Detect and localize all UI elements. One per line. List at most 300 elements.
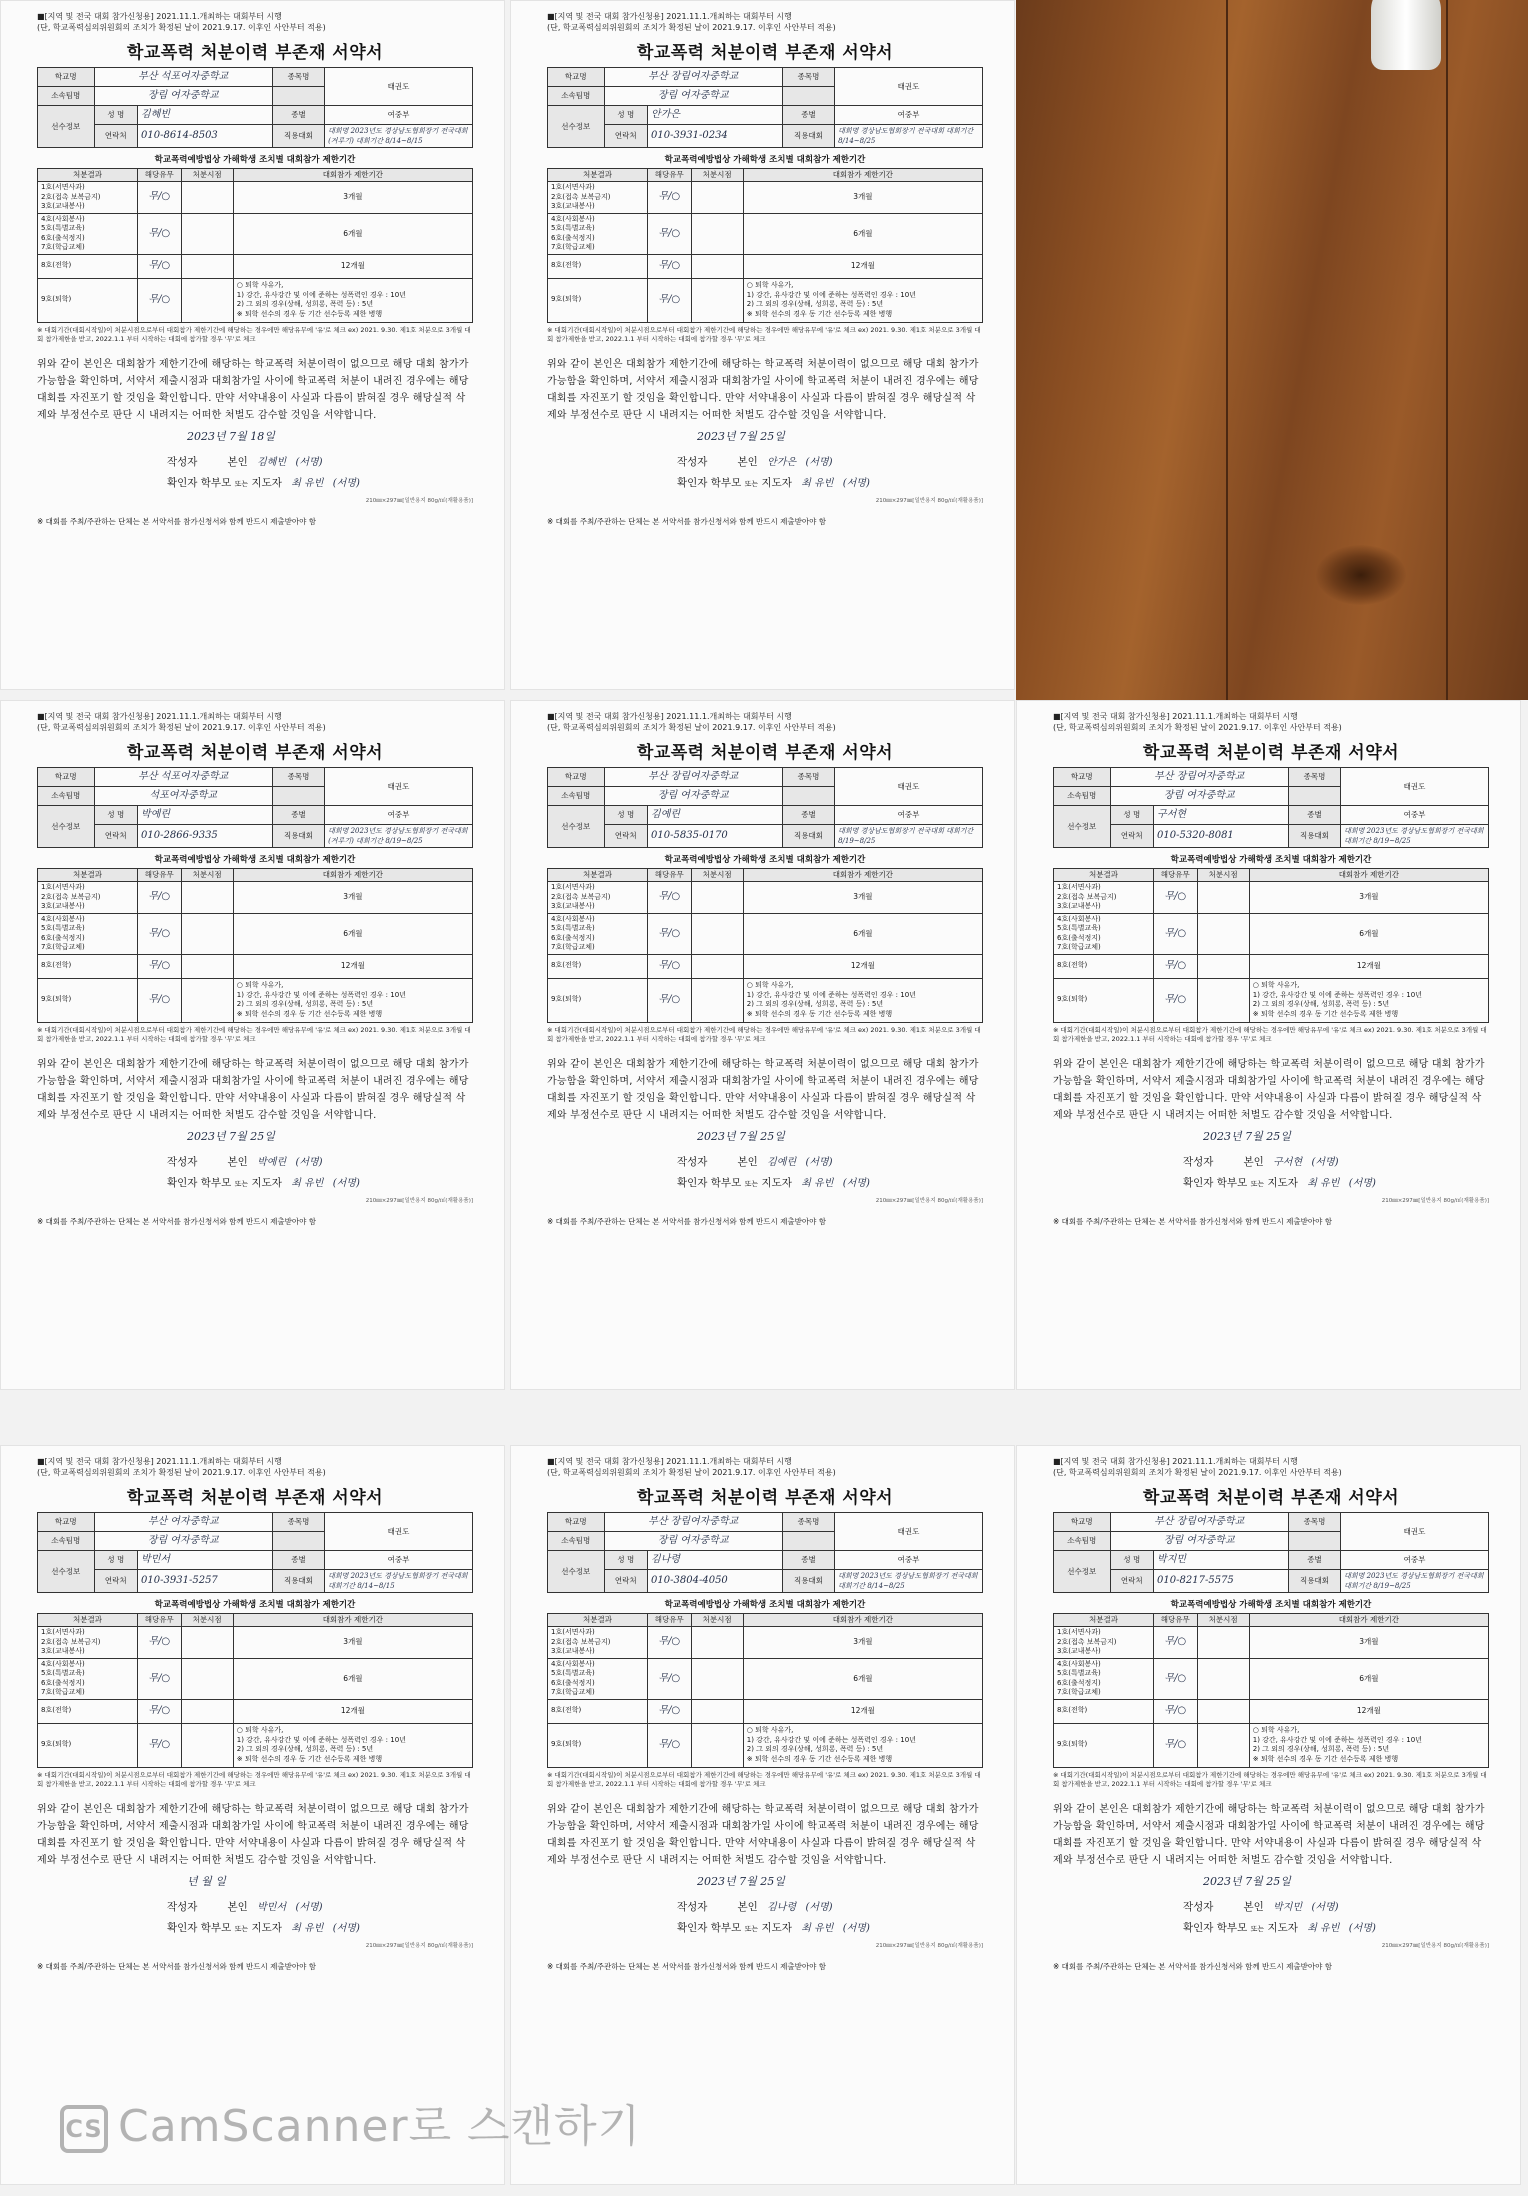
check-mark: 무/○ — [1164, 994, 1187, 1005]
limit-3-months: 3개월 — [743, 182, 982, 214]
penalty-table — [37, 168, 473, 323]
penalty-row-9: 9호(퇴학) — [548, 978, 648, 1022]
penalty-row-1-3: 1호(서면사과) 2호(접촉 보복금지) 3호(교내봉사) — [38, 1627, 138, 1659]
signing-date: 2023년 7월 25일 — [697, 1129, 785, 1143]
name-label: 성 명 — [94, 806, 138, 825]
limit-6-months: 6개월 — [233, 913, 472, 954]
competition-value: 대회명 경상남도협회장기 전국대회 대회기간 8/19~8/25 — [835, 825, 983, 848]
school-value: 부산 석포여자중학교 — [94, 68, 272, 87]
limit-expulsion: ○ 퇴학 사유가, 1) 강간, 유사강간 및 이에 준하는 성폭력인 경우 : 10년 2) 그 외의 경우(상해, 성희롱, 폭력 등) : 5년 ※ 퇴학 선수의 경우 동 기간 선수등록 제한 병행 — [233, 1723, 472, 1767]
limit-expulsion: ○ 퇴학 사유가, 1) 강간, 유사강간 및 이에 준하는 성폭력인 경우 : 10년 2) 그 외의 경우(상해, 성희롱, 폭력 등) : 5년 ※ 퇴학 선수의 경우 동 기간 선수등록 제한 병행 — [1249, 1723, 1488, 1767]
penalty-header: 대회참가 제한기간 — [1249, 869, 1488, 882]
penalty-row-4-7: 4호(사회봉사) 5호(특별교육) 6호(출석정지) 7호(학급교체) — [38, 213, 138, 254]
check-mark: 무/○ — [1164, 960, 1187, 971]
camscanner-watermark — [60, 2090, 641, 2154]
coach-name: 최 유빈 — [291, 477, 324, 489]
penalty-row-4-7: 4호(사회봉사) 5호(특별교육) 6호(출석정지) 7호(학급교체) — [38, 913, 138, 954]
penalty-row-1-3: 1호(서면사과) 2호(접촉 보복금지) 3호(교내봉사) — [1054, 1627, 1154, 1659]
form-header-line2: (단, 학교폭력심의위원회의 조치가 확정된 날이 2021.9.17. 이후인 사안부터 적용) — [547, 723, 836, 732]
contact-label: 연락처 — [604, 825, 648, 848]
competition-value: 대회명 2023년도 경상남도협회장기 전국대회 대회기간 8/19~8/25 — [1341, 1570, 1489, 1593]
table-note: ※ 대회기간(대회시작일)이 처분시점으로부터 대회참가 제한기간에 해당하는 경우에만 해당유무에 '유'로 체크 ex) 2021. 9.30. 제1호 처분으로 3개월 대회 참가제한을 받고, 2022.1.1 부터 시작하는 대회에 참가할 경우 '무'로 체크 — [547, 1770, 981, 1788]
check-mark: 무/○ — [658, 227, 681, 239]
confirmer-line: 확인자 학부모 또는 지도자 최 유빈 (서명) — [1183, 1921, 1376, 1934]
category-label: 종별 — [782, 806, 834, 825]
athlete-info-label: 선수정보 — [1054, 1551, 1111, 1593]
self-name: 안가은 — [767, 456, 797, 468]
name-value: 안가은 — [648, 106, 783, 125]
competition-label: 직용대회 — [782, 1570, 834, 1593]
school-value: 부산 여자중학교 — [94, 1513, 272, 1532]
category-label: 종별 — [782, 106, 834, 125]
form-footer-note: ※ 대회를 주최/주관하는 단체는 본 서약서를 참가신청서와 함께 반드시 제출받아야 함 — [37, 516, 316, 526]
paper-size-label: 210㎜×297㎜[일반용지 80g/㎡(재활용품)] — [875, 1942, 983, 1949]
self-name: 김혜빈 — [257, 456, 287, 468]
check-mark: 무/○ — [148, 1705, 171, 1716]
author-line: 작성자 본인 김예린 (서명) — [677, 1155, 833, 1168]
team-label: 소속팀명 — [548, 787, 605, 806]
signing-date: 2023년 7월 25일 — [1203, 1129, 1291, 1143]
contact-label: 연락처 — [94, 825, 138, 848]
school-label: 학교명 — [38, 1513, 95, 1532]
check-mark: 무/○ — [148, 260, 171, 271]
self-name: 김나령 — [767, 1901, 797, 1913]
limit-3-months: 3개월 — [1249, 1627, 1488, 1659]
contact-value: 010-5835-0170 — [648, 825, 783, 848]
school-value: 부산 석포여자중학교 — [94, 768, 272, 787]
penalty-header: 처분결과 — [38, 169, 138, 182]
event-value: 태권도 — [325, 768, 473, 806]
penalty-header: 해당유무 — [1154, 869, 1198, 882]
event-label: 종목명 — [782, 1513, 834, 1532]
penalty-row-1-3: 1호(서면사과) 2호(접촉 보복금지) 3호(교내봉사) — [38, 182, 138, 214]
penalty-header: 대회참가 제한기간 — [233, 869, 472, 882]
competition-value: 대회명 2023년도 경상남도협회장기 전국대회(겨루기) 대회기간 8/19~8/25 — [325, 825, 473, 848]
form-header-line1: ■[지역 및 전국 대회 참가신청용] 2021.11.1.개최하는 대회부터 시행 — [37, 1457, 282, 1466]
form-scan-cell — [1016, 1445, 1521, 2185]
limit-expulsion: ○ 퇴학 사유가, 1) 강간, 유사강간 및 이에 준하는 성폭력인 경우 : 10년 2) 그 외의 경우(상해, 성희롱, 폭력 등) : 5년 ※ 퇴학 선수의 경우 동 기간 선수등록 제한 병행 — [743, 1723, 982, 1767]
limit-3-months: 3개월 — [743, 1627, 982, 1659]
confirmer-line: 확인자 학부모 또는 지도자 최 유빈 (서명) — [677, 1176, 870, 1189]
check-mark: 무/○ — [148, 891, 171, 903]
athlete-info-label: 선수정보 — [38, 106, 95, 148]
contact-value: 010-2866-9335 — [138, 825, 273, 848]
signing-date: 2023년 7월 25일 — [697, 1874, 785, 1888]
school-value: 부산 장림여자중학교 — [1110, 768, 1288, 787]
name-value: 김예린 — [648, 806, 783, 825]
contact-value: 010-8217-5575 — [1154, 1570, 1289, 1593]
penalty-header: 처분시점 — [1197, 869, 1249, 882]
coach-signature: (서명) — [332, 1922, 360, 1934]
check-mark: 무/○ — [658, 927, 681, 939]
penalty-row-9: 9호(퇴학) — [1054, 1723, 1154, 1767]
competition-value: 대회명 경상남도협회장기 전국대회 대회기간 8/14~8/25 — [835, 125, 983, 148]
athlete-info-label: 선수정보 — [38, 806, 95, 848]
check-mark: 무/○ — [658, 260, 681, 271]
form-header-line1: ■[지역 및 전국 대회 참가신청용] 2021.11.1.개최하는 대회부터 시행 — [37, 712, 282, 721]
name-label: 성 명 — [604, 806, 648, 825]
penalty-row-4-7: 4호(사회봉사) 5호(특별교육) 6호(출석정지) 7호(학급교체) — [38, 1658, 138, 1699]
self-signature: (서명) — [805, 1901, 833, 1913]
limit-12-months: 12개월 — [743, 1699, 982, 1723]
self-name: 구서현 — [1273, 1156, 1303, 1168]
competition-label: 직용대회 — [272, 1570, 324, 1593]
form-header-line2: (단, 학교폭력심의위원회의 조치가 확정된 날이 2021.9.17. 이후인 사안부터 적용) — [547, 1468, 836, 1477]
pledge-form — [37, 711, 473, 1371]
penalty-header: 처분결과 — [1054, 869, 1154, 882]
penalty-row-1-3: 1호(서면사과) 2호(접촉 보복금지) 3호(교내봉사) — [548, 1627, 648, 1659]
check-mark: 무/○ — [148, 1672, 171, 1684]
pledge-form — [1053, 1456, 1489, 2116]
self-signature: (서명) — [805, 456, 833, 468]
athlete-info-table — [1053, 767, 1489, 848]
coach-name: 최 유빈 — [801, 1177, 834, 1189]
pledge-body-text: 위와 같이 본인은 대회참가 제한기간에 해당하는 학교폭력 처분이력이 없으므로 해당 대회 참가가 가능함을 확인하며, 서약서 제출시점과 대회참가일 사이에 학교폭력 처분이 내려진 경우에는 해당대회를 자진포기 할 것임을 확인합니다. 만약 서약내용이 사실과 다름이 밝혀질 경우 해당실적 삭제와 부정선수로 판단 시 내려지는 어떠한 처벌도 감수할 것임을 서약합니다. — [547, 358, 979, 421]
limit-6-months: 6개월 — [743, 913, 982, 954]
penalty-header: 해당유무 — [1154, 1614, 1198, 1627]
camscanner-logo-icon: CS — [60, 2105, 108, 2153]
category-value: 여중부 — [1341, 1551, 1489, 1570]
coach-name: 최 유빈 — [801, 1922, 834, 1934]
limit-6-months: 6개월 — [743, 1658, 982, 1699]
team-value: 장림 여자중학교 — [94, 87, 272, 106]
bottle-image — [1371, 0, 1441, 70]
school-value: 부산 장림여자중학교 — [604, 68, 782, 87]
check-mark: 무/○ — [658, 1705, 681, 1716]
form-title: 학교폭력 처분이력 부존재 서약서 — [1142, 1488, 1400, 1508]
coach-signature: (서명) — [842, 477, 870, 489]
confirmer-line: 확인자 학부모 또는 지도자 최 유빈 (서명) — [167, 476, 360, 489]
form-footer-note: ※ 대회를 주최/주관하는 단체는 본 서약서를 참가신청서와 함께 반드시 제출받아야 함 — [547, 1216, 826, 1226]
self-name: 박지민 — [1273, 1901, 1303, 1913]
athlete-info-table — [547, 1512, 983, 1593]
penalty-header: 해당유무 — [648, 169, 692, 182]
penalty-row-9: 9호(퇴학) — [548, 278, 648, 322]
check-mark: 무/○ — [658, 191, 681, 203]
event-value: 태권도 — [1341, 1513, 1489, 1551]
name-label: 성 명 — [604, 106, 648, 125]
limit-12-months: 12개월 — [743, 954, 982, 978]
signing-date: 2023년 7월 25일 — [187, 1129, 275, 1143]
team-label: 소속팀명 — [1054, 787, 1111, 806]
check-mark: 무/○ — [148, 294, 171, 305]
competition-value: 대회명 2023년도 경상남도협회장기 전국대회 대회기간 8/19~8/25 — [1341, 825, 1489, 848]
school-value: 부산 장림여자중학교 — [604, 768, 782, 787]
check-mark: 무/○ — [1164, 891, 1187, 903]
event-value: 태권도 — [835, 768, 983, 806]
form-scan-cell — [510, 700, 1015, 1390]
self-name: 박예린 — [257, 1156, 287, 1168]
penalty-header: 해당유무 — [138, 1614, 182, 1627]
pledge-form — [37, 1456, 473, 2116]
contact-value: 010-3804-4050 — [648, 1570, 783, 1593]
event-label: 종목명 — [272, 68, 324, 87]
school-value: 부산 장림여자중학교 — [604, 1513, 782, 1532]
check-mark: 무/○ — [658, 1672, 681, 1684]
form-scan-cell — [510, 1445, 1015, 2185]
pledge-form — [547, 711, 983, 1371]
penalty-row-4-7: 4호(사회봉사) 5호(특별교육) 6호(출석정지) 7호(학급교체) — [548, 1658, 648, 1699]
table-note: ※ 대회기간(대회시작일)이 처분시점으로부터 대회참가 제한기간에 해당하는 경우에만 해당유무에 '유'로 체크 ex) 2021. 9.30. 제1호 처분으로 3개월 대회 참가제한을 받고, 2022.1.1 부터 시작하는 대회에 참가할 경우 '무'로 체크 — [37, 1025, 471, 1043]
form-footer-note: ※ 대회를 주최/주관하는 단체는 본 서약서를 참가신청서와 함께 반드시 제출받아야 함 — [547, 516, 826, 526]
form-title: 학교폭력 처분이력 부존재 서약서 — [126, 43, 384, 63]
name-label: 성 명 — [94, 106, 138, 125]
penalty-header: 대회참가 제한기간 — [233, 169, 472, 182]
form-title: 학교폭력 처분이력 부존재 서약서 — [126, 743, 384, 763]
limit-6-months: 6개월 — [743, 213, 982, 254]
penalty-row-8: 8호(전학) — [1054, 954, 1154, 978]
contact-value: 010-3931-0234 — [648, 125, 783, 148]
penalty-table — [37, 1613, 473, 1768]
form-header-line2: (단, 학교폭력심의위원회의 조치가 확정된 날이 2021.9.17. 이후인 사안부터 적용) — [1053, 1468, 1342, 1477]
competition-value: 대회명 2023년도 경상남도협회장기 전국대회 대회기간 8/14~8/25 — [835, 1570, 983, 1593]
table-note: ※ 대회기간(대회시작일)이 처분시점으로부터 대회참가 제한기간에 해당하는 경우에만 해당유무에 '유'로 체크 ex) 2021. 9.30. 제1호 처분으로 3개월 대회 참가제한을 받고, 2022.1.1 부터 시작하는 대회에 참가할 경우 '무'로 체크 — [547, 1025, 981, 1043]
form-header-line2: (단, 학교폭력심의위원회의 조치가 확정된 날이 2021.9.17. 이후인 사안부터 적용) — [37, 723, 326, 732]
school-label: 학교명 — [548, 768, 605, 787]
self-signature: (서명) — [295, 456, 323, 468]
athlete-info-label: 선수정보 — [38, 1551, 95, 1593]
check-mark: 무/○ — [148, 191, 171, 203]
event-label: 종목명 — [782, 768, 834, 787]
limit-expulsion: ○ 퇴학 사유가, 1) 강간, 유사강간 및 이에 준하는 성폭력인 경우 : 10년 2) 그 외의 경우(상해, 성희롱, 폭력 등) : 5년 ※ 퇴학 선수의 경우 동 기간 선수등록 제한 병행 — [743, 978, 982, 1022]
category-label: 종별 — [272, 106, 324, 125]
event-value: 태권도 — [835, 68, 983, 106]
table-note: ※ 대회기간(대회시작일)이 처분시점으로부터 대회참가 제한기간에 해당하는 경우에만 해당유무에 '유'로 체크 ex) 2021. 9.30. 제1호 처분으로 3개월 대회 참가제한을 받고, 2022.1.1 부터 시작하는 대회에 참가할 경우 '무'로 체크 — [37, 1770, 471, 1788]
author-line: 작성자 본인 김혜빈 (서명) — [167, 455, 323, 468]
penalty-row-8: 8호(전학) — [548, 954, 648, 978]
penalty-header: 처분시점 — [691, 869, 743, 882]
category-label: 종별 — [782, 1551, 834, 1570]
contact-label: 연락처 — [94, 1570, 138, 1593]
table-note: ※ 대회기간(대회시작일)이 처분시점으로부터 대회참가 제한기간에 해당하는 경우에만 해당유무에 '유'로 체크 ex) 2021. 9.30. 제1호 처분으로 3개월 대회 참가제한을 받고, 2022.1.1 부터 시작하는 대회에 참가할 경우 '무'로 체크 — [37, 325, 471, 343]
penalty-header: 해당유무 — [648, 1614, 692, 1627]
name-label: 성 명 — [1110, 1551, 1154, 1570]
author-line: 작성자 본인 박예린 (서명) — [167, 1155, 323, 1168]
category-value: 여중부 — [325, 1551, 473, 1570]
penalty-header: 처분결과 — [548, 1614, 648, 1627]
limit-3-months: 3개월 — [743, 882, 982, 914]
athlete-info-table — [37, 67, 473, 148]
self-signature: (서명) — [1311, 1156, 1339, 1168]
penalty-header: 대회참가 제한기간 — [743, 1614, 982, 1627]
coach-signature: (서명) — [1348, 1922, 1376, 1934]
self-name: 박민서 — [257, 1901, 287, 1913]
self-signature: (서명) — [295, 1156, 323, 1168]
check-mark: 무/○ — [1164, 927, 1187, 939]
limit-3-months: 3개월 — [233, 882, 472, 914]
limit-expulsion: ○ 퇴학 사유가, 1) 강간, 유사강간 및 이에 준하는 성폭력인 경우 : 10년 2) 그 외의 경우(상해, 성희롱, 폭력 등) : 5년 ※ 퇴학 선수의 경우 동 기간 선수등록 제한 병행 — [233, 978, 472, 1022]
confirmer-line: 확인자 학부모 또는 지도자 최 유빈 (서명) — [677, 476, 870, 489]
penalty-table — [547, 168, 983, 323]
penalty-row-8: 8호(전학) — [1054, 1699, 1154, 1723]
form-title: 학교폭력 처분이력 부존재 서약서 — [1142, 743, 1400, 763]
penalty-section-title: 학교폭력예방법상 가해학생 조치별 대회참가 제한기간 — [154, 855, 356, 865]
form-title: 학교폭력 처분이력 부존재 서약서 — [126, 1488, 384, 1508]
penalty-row-9: 9호(퇴학) — [548, 1723, 648, 1767]
event-value: 태권도 — [835, 1513, 983, 1551]
athlete-info-table — [37, 1512, 473, 1593]
penalty-row-8: 8호(전학) — [38, 1699, 138, 1723]
penalty-table — [37, 868, 473, 1023]
team-value: 장림 여자중학교 — [94, 1532, 272, 1551]
check-mark: 무/○ — [148, 927, 171, 939]
event-value: 태권도 — [325, 1513, 473, 1551]
competition-label: 직용대회 — [782, 125, 834, 148]
penalty-header: 처분시점 — [691, 1614, 743, 1627]
penalty-row-8: 8호(전학) — [548, 254, 648, 278]
penalty-header: 처분시점 — [181, 1614, 233, 1627]
check-mark: 무/○ — [658, 960, 681, 971]
contact-label: 연락처 — [94, 125, 138, 148]
penalty-section-title: 학교폭력예방법상 가해학생 조치별 대회참가 제한기간 — [1170, 855, 1372, 865]
paper-size-label: 210㎜×297㎜[일반용지 80g/㎡(재활용품)] — [365, 1942, 473, 1949]
form-scan-cell — [0, 0, 505, 690]
author-line: 작성자 본인 박민서 (서명) — [167, 1900, 323, 1913]
limit-3-months: 3개월 — [233, 182, 472, 214]
form-header-line2: (단, 학교폭력심의위원회의 조치가 확정된 날이 2021.9.17. 이후인 사안부터 적용) — [37, 1468, 326, 1477]
author-line: 작성자 본인 박지민 (서명) — [1183, 1900, 1339, 1913]
penalty-header: 해당유무 — [138, 169, 182, 182]
name-label: 성 명 — [94, 1551, 138, 1570]
coach-signature: (서명) — [332, 1177, 360, 1189]
penalty-header: 해당유무 — [138, 869, 182, 882]
limit-3-months: 3개월 — [233, 1627, 472, 1659]
form-header-line1: ■[지역 및 전국 대회 참가신청용] 2021.11.1.개최하는 대회부터 시행 — [1053, 712, 1298, 721]
contact-value: 010-5320-8081 — [1154, 825, 1289, 848]
limit-12-months: 12개월 — [743, 254, 982, 278]
category-label: 종별 — [272, 1551, 324, 1570]
limit-12-months: 12개월 — [1249, 954, 1488, 978]
check-mark: 무/○ — [148, 960, 171, 971]
event-value: 태권도 — [325, 68, 473, 106]
event-label: 종목명 — [1288, 1513, 1340, 1532]
paper-size-label: 210㎜×297㎜[일반용지 80g/㎡(재활용품)] — [1381, 1942, 1489, 1949]
competition-value: 대회명 2023년도 경상남도협회장기 전국대회 대회기간 8/14~8/15 — [325, 1570, 473, 1593]
event-label: 종목명 — [272, 1513, 324, 1532]
coach-signature: (서명) — [1348, 1177, 1376, 1189]
category-label: 종별 — [272, 806, 324, 825]
event-label: 종목명 — [782, 68, 834, 87]
penalty-section-title: 학교폭력예방법상 가해학생 조치별 대회참가 제한기간 — [1170, 1600, 1372, 1610]
name-value: 구서현 — [1154, 806, 1289, 825]
penalty-header: 처분결과 — [548, 169, 648, 182]
self-signature: (서명) — [1311, 1901, 1339, 1913]
name-value: 박지민 — [1154, 1551, 1289, 1570]
paper-size-label: 210㎜×297㎜[일반용지 80g/㎡(재활용품)] — [875, 1197, 983, 1204]
penalty-header: 처분결과 — [548, 869, 648, 882]
limit-6-months: 6개월 — [233, 1658, 472, 1699]
penalty-table — [1053, 868, 1489, 1023]
limit-6-months: 6개월 — [233, 213, 472, 254]
penalty-section-title: 학교폭력예방법상 가해학생 조치별 대회참가 제한기간 — [664, 855, 866, 865]
penalty-row-8: 8호(전학) — [548, 1699, 648, 1723]
wood-floor-photo — [1016, 0, 1528, 700]
coach-signature: (서명) — [842, 1922, 870, 1934]
limit-6-months: 6개월 — [1249, 1658, 1488, 1699]
category-value: 여중부 — [835, 106, 983, 125]
competition-label: 직용대회 — [272, 125, 324, 148]
pledge-body-text: 위와 같이 본인은 대회참가 제한기간에 해당하는 학교폭력 처분이력이 없으므로 해당 대회 참가가 가능함을 확인하며, 서약서 제출시점과 대회참가일 사이에 학교폭력 처분이 내려진 경우에는 해당대회를 자진포기 할 것임을 확인합니다. 만약 서약내용이 사실과 다름이 밝혀질 경우 해당실적 삭제와 부정선수로 판단 시 내려지는 어떠한 처벌도 감수할 것임을 서약합니다. — [37, 1058, 469, 1121]
school-label: 학교명 — [1054, 1513, 1111, 1532]
penalty-table — [547, 1613, 983, 1768]
team-value: 장림 여자중학교 — [1110, 1532, 1288, 1551]
competition-value: 대회명 2023년도 경상남도협회장기 전국대회(겨루기) 대회기간 8/14~8/15 — [325, 125, 473, 148]
penalty-section-title: 학교폭력예방법상 가해학생 조치별 대회참가 제한기간 — [664, 1600, 866, 1610]
team-value: 장림 여자중학교 — [1110, 787, 1288, 806]
limit-expulsion: ○ 퇴학 사유가, 1) 강간, 유사강간 및 이에 준하는 성폭력인 경우 : 10년 2) 그 외의 경우(상해, 성희롱, 폭력 등) : 5년 ※ 퇴학 선수의 경우 동 기간 선수등록 제한 병행 — [233, 278, 472, 322]
form-scan-cell — [0, 1445, 505, 2185]
penalty-row-9: 9호(퇴학) — [38, 278, 138, 322]
author-line: 작성자 본인 김나령 (서명) — [677, 1900, 833, 1913]
event-label: 종목명 — [272, 768, 324, 787]
author-line: 작성자 본인 구서현 (서명) — [1183, 1155, 1339, 1168]
penalty-header: 대회참가 제한기간 — [743, 869, 982, 882]
penalty-header: 처분시점 — [1197, 1614, 1249, 1627]
limit-12-months: 12개월 — [1249, 1699, 1488, 1723]
penalty-row-9: 9호(퇴학) — [38, 978, 138, 1022]
penalty-header: 처분시점 — [181, 869, 233, 882]
limit-12-months: 12개월 — [233, 1699, 472, 1723]
contact-label: 연락처 — [1110, 825, 1154, 848]
team-label: 소속팀명 — [548, 87, 605, 106]
self-signature: (서명) — [295, 1901, 323, 1913]
coach-signature: (서명) — [332, 477, 360, 489]
form-footer-note: ※ 대회를 주최/주관하는 단체는 본 서약서를 참가신청서와 함께 반드시 제출받아야 함 — [1053, 1216, 1332, 1226]
competition-label: 직용대회 — [272, 825, 324, 848]
category-value: 여중부 — [1341, 806, 1489, 825]
check-mark: 무/○ — [658, 1636, 681, 1648]
table-note: ※ 대회기간(대회시작일)이 처분시점으로부터 대회참가 제한기간에 해당하는 경우에만 해당유무에 '유'로 체크 ex) 2021. 9.30. 제1호 처분으로 3개월 대회 참가제한을 받고, 2022.1.1 부터 시작하는 대회에 참가할 경우 '무'로 체크 — [547, 325, 981, 343]
check-mark: 무/○ — [658, 294, 681, 305]
check-mark: 무/○ — [658, 891, 681, 903]
category-value: 여중부 — [835, 806, 983, 825]
paper-size-label: 210㎜×297㎜[일반용지 80g/㎡(재활용품)] — [365, 1197, 473, 1204]
signing-date: 2023년 7월 18일 — [187, 429, 275, 443]
check-mark: 무/○ — [1164, 1636, 1187, 1648]
check-mark: 무/○ — [1164, 1739, 1187, 1750]
check-mark: 무/○ — [658, 1739, 681, 1750]
team-value: 장림 여자중학교 — [604, 1532, 782, 1551]
penalty-header: 대회참가 제한기간 — [1249, 1614, 1488, 1627]
author-line: 작성자 본인 안가은 (서명) — [677, 455, 833, 468]
penalty-row-8: 8호(전학) — [38, 954, 138, 978]
coach-name: 최 유빈 — [801, 477, 834, 489]
form-header-line1: ■[지역 및 전국 대회 참가신청용] 2021.11.1.개최하는 대회부터 시행 — [547, 712, 792, 721]
penalty-section-title: 학교폭력예방법상 가해학생 조치별 대회참가 제한기간 — [154, 155, 356, 165]
confirmer-line: 확인자 학부모 또는 지도자 최 유빈 (서명) — [167, 1176, 360, 1189]
contact-label: 연락처 — [1110, 1570, 1154, 1593]
team-value: 장림 여자중학교 — [604, 87, 782, 106]
coach-name: 최 유빈 — [291, 1177, 324, 1189]
watermark-text: CamScanner로 스캔하기 — [118, 2101, 642, 2152]
contact-label: 연락처 — [604, 1570, 648, 1593]
form-header-line1: ■[지역 및 전국 대회 참가신청용] 2021.11.1.개최하는 대회부터 시행 — [547, 1457, 792, 1466]
penalty-row-4-7: 4호(사회봉사) 5호(특별교육) 6호(출석정지) 7호(학급교체) — [1054, 1658, 1154, 1699]
school-label: 학교명 — [548, 1513, 605, 1532]
coach-name: 최 유빈 — [1307, 1922, 1340, 1934]
penalty-table — [1053, 1613, 1489, 1768]
paper-size-label: 210㎜×297㎜[일반용지 80g/㎡(재활용품)] — [365, 497, 473, 504]
coach-name: 최 유빈 — [291, 1922, 324, 1934]
athlete-info-table — [1053, 1512, 1489, 1593]
form-title: 학교폭력 처분이력 부존재 서약서 — [636, 743, 894, 763]
check-mark: 무/○ — [148, 227, 171, 239]
event-value: 태권도 — [1341, 768, 1489, 806]
penalty-header: 처분결과 — [1054, 1614, 1154, 1627]
category-label: 종별 — [1288, 1551, 1340, 1570]
form-title: 학교폭력 처분이력 부존재 서약서 — [636, 43, 894, 63]
table-note: ※ 대회기간(대회시작일)이 처분시점으로부터 대회참가 제한기간에 해당하는 경우에만 해당유무에 '유'로 체크 ex) 2021. 9.30. 제1호 처분으로 3개월 대회 참가제한을 받고, 2022.1.1 부터 시작하는 대회에 참가할 경우 '무'로 체크 — [1053, 1770, 1487, 1788]
